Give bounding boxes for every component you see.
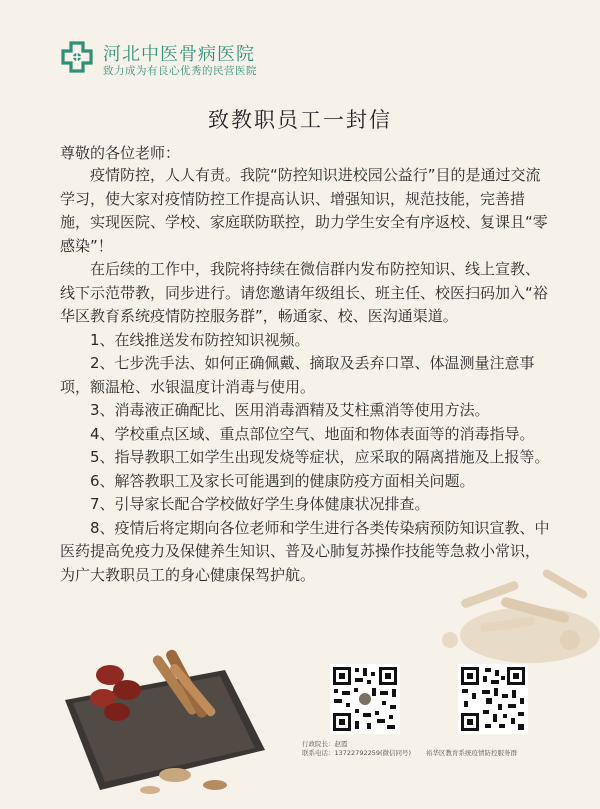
- qr-caption-group: 裕华区教育系统疫情防控服务群: [426, 749, 517, 757]
- qr-code-icon[interactable]: [458, 664, 528, 734]
- letter-title: 致教职员工一封信: [208, 108, 392, 132]
- list-item: 7、引导家长配合学校做好学生身体健康状况排查。: [90, 495, 430, 513]
- paragraph-intro: 疫情防控，人人有责。我院“防控知识进校园公益行”目的是通过交流学习，使大家对疫情防控工作提高认识、增强知识，规范技能，完善措施，实现医院、学校、家庭联防联控，助力学生安全有序返校、复课且“零感染”！: [60, 166, 548, 255]
- hospital-slogan: 致力成为有良心优秀的民营医院: [103, 65, 257, 77]
- list-item: 4、学校重点区域、重点部位空气、地面和物体表面等的消毒指导。: [90, 424, 535, 443]
- qr-caption-director: 行政院长：赵霞: [302, 740, 348, 748]
- list-item: 2、七步洗手法、如何正确佩戴、摘取及丢弃口罩、体温测量注意事项，额温枪、水银温度计消毒与使用。: [60, 354, 535, 396]
- list-item: 3、消毒液正确配比、医用消毒酒精及艾柱熏消等使用方法。: [90, 401, 490, 419]
- herbs-tray-decoration: [55, 640, 270, 800]
- qr-code-icon[interactable]: [330, 664, 400, 734]
- list-item: 5、指导教职工如学生出现发烧等症状，应采取的隔离措施及上报等。: [90, 448, 550, 466]
- hospital-name: 河北中医骨病医院: [103, 44, 255, 65]
- letter-greeting: 尊敬的各位老师：: [60, 144, 181, 162]
- letter-body: [60, 164, 550, 587]
- list-item: 6、解答教职工及家长可能遇到的健康防疫方面相关问题。: [90, 471, 475, 490]
- list-item: 8、疫情后将定期向各位老师和学生进行各类传染病预防知识宣教、中医药提高免疫力及保健养生知识、普及心肺复苏操作技能等急救小常识，为广大教职员工的身心健康保驾护航。: [60, 518, 550, 584]
- paragraph-followup: 在后续的工作中，我院将持续在微信群内发布防控知识、线上宣教、线下示范带教，同步进行。请您邀请年级组长、班主任、校医扫码加入“裕华区教育系统疫情防控服务群”，畅通家、校、医沟通渠道。: [60, 260, 548, 325]
- qr-caption-phone: 联系电话：13722792259(微信同号): [302, 749, 412, 757]
- list-item: 1、在线推送发布防控知识视频。: [90, 330, 310, 349]
- herbs-decoration-right: [420, 560, 600, 670]
- hospital-cross-logo-icon: [57, 37, 97, 77]
